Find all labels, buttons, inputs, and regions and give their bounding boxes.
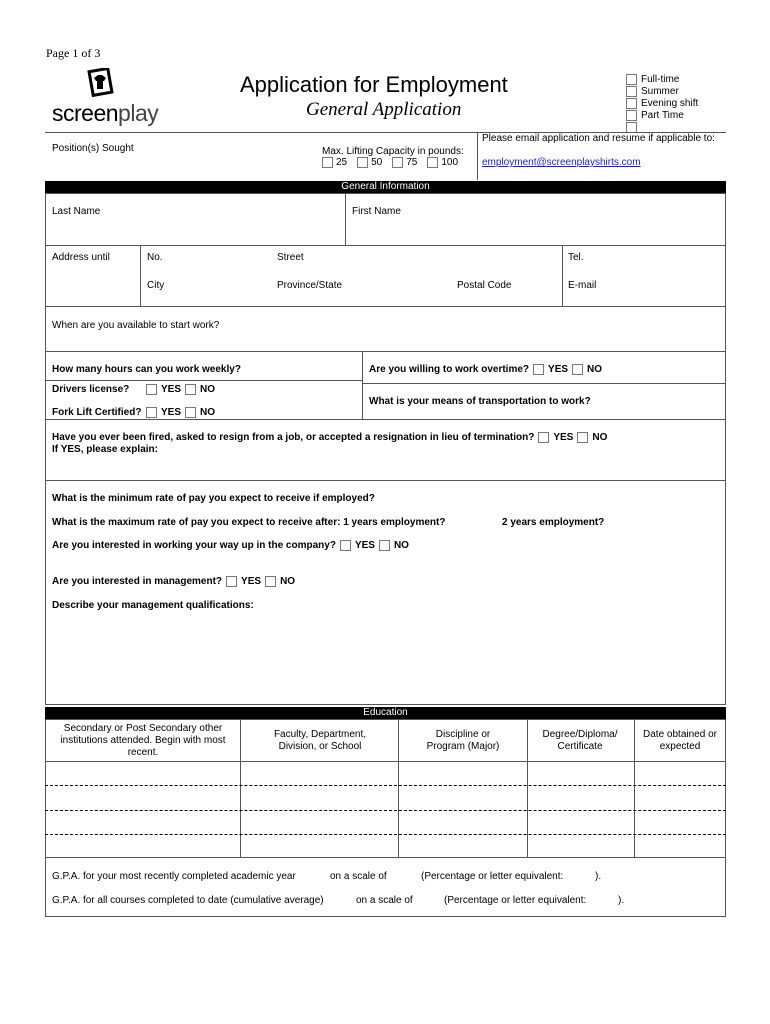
- email-note: Please email application and resume if applicable to:: [482, 133, 715, 144]
- yes-label: YES: [548, 364, 569, 375]
- other-shift-checkbox[interactable]: [626, 122, 637, 133]
- overtime-question: Are you willing to work overtime?: [369, 364, 530, 375]
- lifting-options: [322, 157, 458, 168]
- edu-col-date: Date obtained or expected: [643, 729, 717, 752]
- gpa-recent-close: ).: [595, 871, 602, 882]
- management-row: [52, 576, 295, 587]
- drivers-question: Drivers license?: [52, 384, 130, 395]
- address-no-label: No.: [147, 252, 163, 263]
- edu-col-faculty: Faculty, Department, Division, or School: [273, 729, 367, 752]
- yes-label: YES: [553, 432, 574, 443]
- work-up-question: Are you interested in working your way up in the company?: [52, 540, 336, 551]
- overtime-yes-checkbox[interactable]: [533, 364, 544, 375]
- no-label: NO: [200, 407, 215, 418]
- evening-checkbox[interactable]: [626, 98, 637, 109]
- parttime-checkbox[interactable]: [626, 110, 637, 121]
- no-label: NO: [200, 384, 215, 395]
- max-pay-question: What is the maximum rate of pay you expect to receive after: 1 years employment?: [52, 517, 446, 528]
- yes-label: YES: [241, 576, 262, 587]
- edu-col-institution: Secondary or Post Secondary other institutions attended. Begin with most recent.: [60, 723, 226, 758]
- gpa-recent-scale: on a scale of: [330, 871, 387, 882]
- yes-label: YES: [354, 540, 375, 551]
- lift-75-checkbox[interactable]: [392, 157, 403, 168]
- edu-row-line[interactable]: [45, 785, 726, 786]
- fulltime-checkbox[interactable]: [626, 74, 637, 85]
- page-subtitle: General Application: [306, 99, 462, 120]
- gpa-recent-label: G.P.A. for your most recently completed academic year: [52, 871, 296, 882]
- brand-part2: play: [118, 100, 159, 126]
- page-title: Application for Employment: [240, 72, 508, 97]
- drivers-row: [52, 384, 215, 395]
- gpa-all-close: ).: [618, 895, 625, 906]
- email-link[interactable]: employment@screenplayshirts.com: [482, 157, 641, 168]
- shift-label: Evening shift: [641, 97, 699, 109]
- lifting-value: 100: [441, 157, 459, 168]
- gpa-all-scale: on a scale of: [356, 895, 413, 906]
- management-no-checkbox[interactable]: [265, 576, 276, 587]
- city-label: City: [147, 280, 165, 291]
- yes-label: YES: [161, 384, 182, 395]
- shirt-icon: [82, 68, 118, 98]
- lift-25-checkbox[interactable]: [322, 157, 333, 168]
- general-info-header: General Information: [45, 181, 726, 193]
- no-label: NO: [592, 432, 608, 443]
- edu-row-line[interactable]: [45, 810, 726, 811]
- shift-label: Part Time: [641, 109, 684, 121]
- hours-question: How many hours can you work weekly?: [52, 364, 241, 375]
- shift-options: [626, 73, 698, 133]
- lifting-value: 75: [406, 157, 418, 168]
- fired-row: [52, 432, 607, 443]
- last-name-label: Last Name: [52, 206, 101, 217]
- work-up-no-checkbox[interactable]: [379, 540, 390, 551]
- mgmt-qualifications-label: Describe your management qualifications:: [52, 600, 254, 611]
- email-label: E-mail: [568, 280, 597, 291]
- yes-label: YES: [161, 407, 182, 418]
- fired-question: Have you ever been fired, asked to resign from a job, or accepted a resignation in lieu of termination?: [52, 432, 535, 443]
- forklift-question: Fork Lift Certified?: [52, 407, 142, 418]
- fired-explain-label: If YES, please explain:: [52, 444, 158, 455]
- lifting-label: Max. Lifting Capacity in pounds:: [322, 146, 464, 157]
- edu-col-discipline: Discipline or Program (Major): [426, 729, 500, 752]
- fired-yes-checkbox[interactable]: [538, 432, 549, 443]
- contact-field[interactable]: [563, 246, 725, 305]
- no-label: NO: [393, 540, 409, 551]
- tel-label: Tel.: [568, 252, 584, 263]
- no-label: NO: [587, 364, 603, 375]
- work-up-yes-checkbox[interactable]: [340, 540, 351, 551]
- edu-row-line[interactable]: [45, 834, 726, 835]
- gpa-all-pct: (Percentage or letter equivalent:: [444, 895, 587, 906]
- brand-part1: screen: [52, 100, 119, 126]
- lifting-value: 50: [371, 157, 383, 168]
- transport-question: What is your means of transportation to work?: [369, 396, 591, 407]
- max-pay-2yr-label: 2 years employment?: [502, 517, 605, 528]
- overtime-no-checkbox[interactable]: [572, 364, 583, 375]
- lifting-option: [357, 157, 382, 168]
- last-name-field[interactable]: [46, 194, 344, 244]
- lifting-option: [322, 157, 347, 168]
- lift-100-checkbox[interactable]: [427, 157, 438, 168]
- address-until-label: Address until: [52, 252, 110, 263]
- screenplay-logo: [52, 68, 162, 130]
- summer-checkbox[interactable]: [626, 86, 637, 97]
- gpa-recent-pct: (Percentage or letter equivalent:: [421, 871, 564, 882]
- shift-label: Full-time: [641, 73, 680, 85]
- management-question: Are you interested in management?: [52, 576, 223, 587]
- province-label: Province/State: [277, 280, 343, 291]
- fired-no-checkbox[interactable]: [577, 432, 588, 443]
- management-yes-checkbox[interactable]: [226, 576, 237, 587]
- mgmt-qualifications-field[interactable]: [46, 614, 725, 704]
- street-label: Street: [277, 252, 304, 263]
- overtime-row: [369, 364, 602, 375]
- education-header: Education: [45, 707, 726, 719]
- forklift-yes-checkbox[interactable]: [146, 407, 157, 418]
- drivers-yes-checkbox[interactable]: [146, 384, 157, 395]
- lifting-value: 25: [336, 157, 348, 168]
- lift-50-checkbox[interactable]: [357, 157, 368, 168]
- first-name-field[interactable]: [346, 194, 725, 244]
- edu-col-degree: Degree/Diploma/ Certificate: [542, 729, 618, 752]
- min-pay-question: What is the minimum rate of pay you expect to receive if employed?: [52, 493, 375, 504]
- forklift-no-checkbox[interactable]: [185, 407, 196, 418]
- brand-name: [52, 100, 158, 127]
- page-label: Page 1 of 3: [46, 46, 101, 60]
- availability-field[interactable]: [46, 307, 725, 350]
- lifting-option: [392, 157, 417, 168]
- position-label: Position(s) Sought: [52, 143, 134, 154]
- no-label: NO: [280, 576, 296, 587]
- availability-label: When are you available to start work?: [52, 320, 220, 331]
- gpa-all-label: G.P.A. for all courses completed to date (cumulative average): [52, 895, 324, 906]
- postal-code-label: Postal Code: [457, 280, 512, 291]
- drivers-no-checkbox[interactable]: [185, 384, 196, 395]
- first-name-label: First Name: [352, 206, 401, 217]
- work-up-row: [52, 540, 409, 551]
- shift-label: Summer: [641, 85, 679, 97]
- lifting-option: [427, 157, 458, 168]
- forklift-row: [52, 407, 215, 418]
- address-field[interactable]: [141, 246, 561, 305]
